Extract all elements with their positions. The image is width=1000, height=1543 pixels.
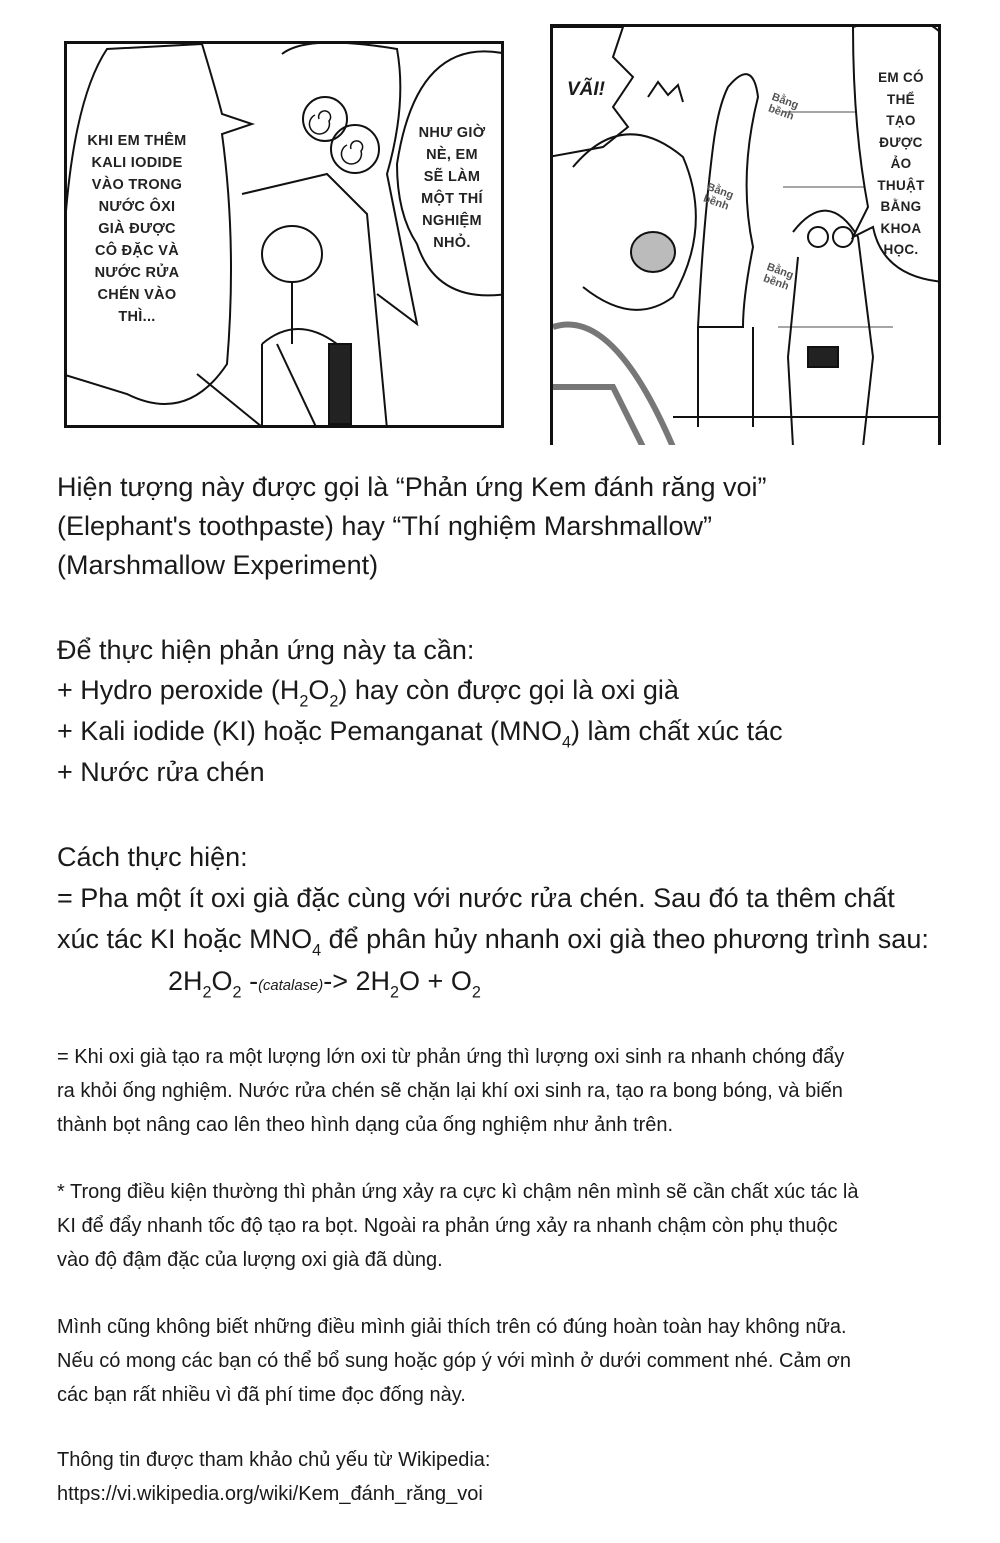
bubble-line: CHÉN VÀO bbox=[97, 287, 177, 303]
bubble-line: NƯỚC ÔXI bbox=[98, 199, 176, 215]
requirements-heading: Để thực hiện phản ứng này ta cần: bbox=[57, 635, 475, 665]
thanks-line: Nếu có mong các bạn có thể bổ sung hoặc góp ý với mình ở dưới comment nhé. Cảm ơn bbox=[57, 1350, 852, 1372]
bubble-line: THỂ bbox=[887, 91, 915, 107]
bubble-line: ĐƯỢC bbox=[879, 134, 923, 150]
exclamation-text: VÃI! bbox=[567, 79, 605, 100]
intro-line: (Marshmallow Experiment) bbox=[57, 550, 379, 580]
note-line: KI để đẩy nhanh tốc độ tạo ra bọt. Ngoài ra phản ứng xảy ra nhanh chậm còn phụ thuộc bbox=[57, 1215, 838, 1237]
bubble-line: MỘT THÍ bbox=[421, 191, 483, 207]
subscript: 2 bbox=[202, 983, 212, 1002]
thanks-line: Mình cũng không biết những điều mình giải thích trên có đúng hoàn toàn hay không nữa. bbox=[57, 1316, 847, 1338]
intro-line: Hiện tượng này được gọi là “Phản ứng Kem đánh răng voi” bbox=[57, 472, 767, 502]
bubble-line: THUẬT bbox=[877, 177, 925, 193]
sfx-text: Bằng bềnh bbox=[766, 91, 801, 123]
bubble-line: CÔ ĐẶC VÀ bbox=[94, 243, 180, 259]
method-line bbox=[57, 924, 929, 960]
source-url: https://vi.wikipedia.org/wiki/Kem_đánh_răng_voi bbox=[57, 1483, 483, 1505]
note-line: * Trong điều kiện thường thì phản ứng xảy ra cực kì chậm nên mình sẽ cần chất xúc tác là bbox=[57, 1181, 859, 1203]
bubble-line: THÌ... bbox=[118, 309, 156, 325]
speech-bubble bbox=[871, 67, 931, 261]
manga-panel-2 bbox=[550, 24, 941, 445]
bubble-line: HỌC. bbox=[883, 242, 919, 257]
subscript: 4 bbox=[562, 733, 572, 752]
method-heading: Cách thực hiện: bbox=[57, 842, 248, 872]
requirement-item bbox=[57, 716, 783, 752]
speech-bubble-right bbox=[412, 122, 492, 254]
subscript: 2 bbox=[390, 983, 400, 1002]
requirement-item: + Nước rửa chén bbox=[57, 757, 265, 787]
bubble-line: BẰNG bbox=[880, 199, 922, 214]
note-line: vào độ đậm đặc của lượng oxi già đã dùng. bbox=[57, 1249, 443, 1271]
bubble-line: KALI IODIDE bbox=[91, 155, 183, 171]
text: ) làm chất xúc tác bbox=[571, 716, 783, 746]
speech-bubble-left bbox=[77, 130, 197, 328]
bubble-line: KHI EM THÊM bbox=[87, 133, 187, 149]
bubble-line: GIÀ ĐƯỢC bbox=[98, 221, 176, 237]
subscript: 2 bbox=[232, 983, 242, 1002]
requirement-item bbox=[57, 675, 679, 711]
intro-line: (Elephant's toothpaste) hay “Thí nghiệm Marshmallow” bbox=[57, 511, 712, 541]
bubble-line: NHỎ. bbox=[433, 235, 471, 251]
text: + Hydro peroxide (H bbox=[57, 675, 300, 705]
text: + Kali iodide (KI) hoặc Pemanganat (MNO bbox=[57, 716, 562, 746]
bubble-line: NGHIỆM bbox=[422, 213, 482, 229]
bubble-line: TẠO bbox=[886, 113, 916, 128]
subscript: 4 bbox=[312, 941, 322, 960]
subscript: 2 bbox=[471, 983, 481, 1002]
bubble-line: NƯỚC RỬA bbox=[94, 265, 180, 281]
bubble-line: SẼ LÀM bbox=[423, 169, 481, 185]
text: O + O bbox=[399, 966, 472, 996]
bubble-line: VÀO TRONG bbox=[91, 177, 183, 193]
text: để phân hủy nhanh oxi già theo phương trình sau: bbox=[321, 924, 929, 954]
subscript: 2 bbox=[329, 692, 339, 711]
explanation-line: ra khỏi ống nghiệm. Nước rửa chén sẽ chặn lại khí oxi sinh ra, tạo ra bong bóng, và biến bbox=[57, 1080, 843, 1102]
bubble-line: NÈ, EM bbox=[426, 147, 478, 163]
manga-panel-1 bbox=[64, 41, 504, 428]
explanation-line: thành bọt nâng cao lên theo hình dạng của ống nghiệm như ảnh trên. bbox=[57, 1114, 674, 1136]
sfx-text: Bằng bềnh bbox=[761, 261, 796, 293]
method-line: = Pha một ít oxi già đặc cùng với nước rửa chén. Sau đó ta thêm chất bbox=[57, 883, 895, 913]
chemical-equation bbox=[168, 966, 481, 1002]
bubble-line: NHƯ GIỜ bbox=[418, 125, 486, 141]
catalyst-label: (catalase) bbox=[258, 978, 324, 994]
bubble-line: EM CÓ bbox=[878, 70, 924, 85]
bubble-line: ẢO bbox=[890, 156, 912, 171]
thanks-line: các bạn rất nhiều vì đã phí time đọc đống này. bbox=[57, 1384, 466, 1406]
bubble-line: KHOA bbox=[880, 220, 922, 236]
source-label: Thông tin được tham khảo chủ yếu từ Wikipedia: bbox=[57, 1449, 491, 1471]
text: xúc tác KI hoặc MNO bbox=[57, 924, 313, 954]
text: -> 2H bbox=[323, 966, 391, 996]
subscript: 2 bbox=[299, 692, 309, 711]
text: ) hay còn được gọi là oxi già bbox=[338, 675, 679, 705]
explanation-line: = Khi oxi già tạo ra một lượng lớn oxi từ phản ứng thì lượng oxi sinh ra nhanh chóng đẩy bbox=[57, 1046, 845, 1068]
text: O bbox=[308, 675, 330, 705]
text: O bbox=[211, 966, 233, 996]
text: - bbox=[241, 966, 259, 996]
sfx-text: Bằng bềnh bbox=[701, 181, 736, 213]
text: 2H bbox=[168, 966, 203, 996]
